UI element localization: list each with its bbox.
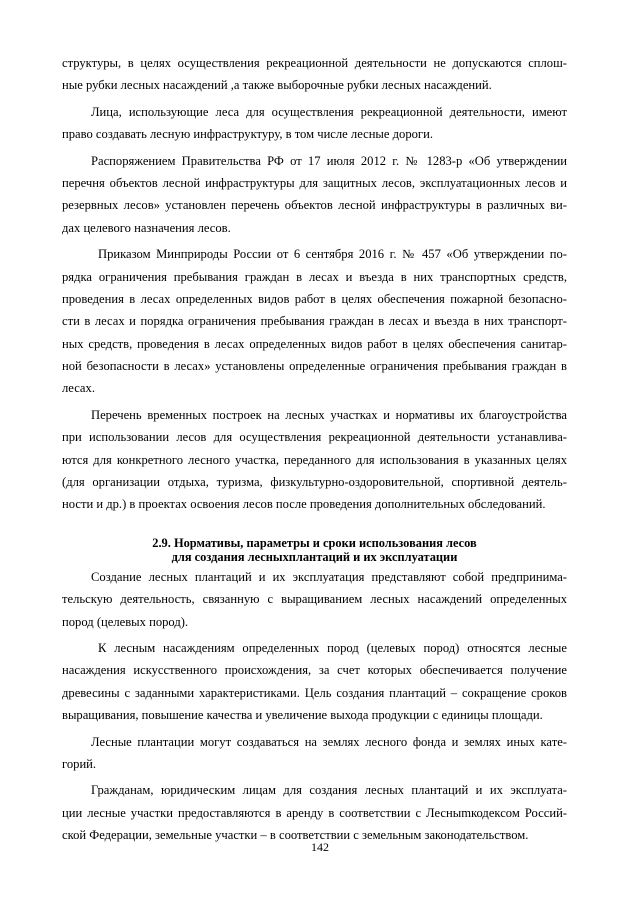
page-number: 142	[311, 840, 329, 854]
text-line: Перечень временных построек на лесных участках и нормативы их благоустройства	[91, 407, 567, 422]
paragraph-plantations-business	[62, 566, 567, 633]
text-line: резервных лесов» установлен перечень объектов лесной инфраструктуры в различных ви-	[62, 198, 567, 213]
paragraph-rubki	[62, 52, 567, 97]
text-line: перечня объектов лесной инфраструктуры для защитных лесов, эксплуатационных лесов и	[62, 175, 567, 190]
document-page	[62, 52, 567, 847]
text-line: ности и др.) в проектах освоения лесов после проведения дополнительных обследований.	[62, 497, 546, 512]
section-heading	[62, 536, 567, 564]
text-line: Распоряжением Правительства РФ от 17 июля 2012 г. № 1283-р «Об утверждении	[91, 153, 567, 168]
text-line: ных средств, проведения в лесах определенных видов работ в целях обеспечения санитар-	[62, 336, 567, 351]
text-line: выращивания, повышение качества и увеличение выхода продукции с единицы площади.	[62, 708, 543, 723]
text-line: древесины с заданными характеристиками. Цель создания плантаций – сокращение сроков	[62, 685, 567, 700]
paragraph-plantation-lands	[62, 731, 567, 776]
text-line: Гражданам, юридическим лицам для создания лесных плантаций и их эксплуата-	[91, 783, 567, 798]
text-line: К лесным насаждениям определенных пород (целевых пород) относятся лесные	[98, 640, 567, 655]
section-heading-line-1: 2.9. Нормативы, параметры и сроки использования лесов	[152, 535, 477, 550]
text-line: Создание лесных плантаций и их эксплуатация представляют собой предпринима-	[91, 569, 567, 584]
text-line: при использовании лесов для осуществления рекреационной деятельности устанавлива-	[62, 430, 567, 445]
paragraph-infrastructure-rights	[62, 101, 567, 146]
text-line: насаждения искусственного происхождения, за счет которых обеспечивается получение	[62, 663, 567, 678]
text-line: Лесные плантации могут создаваться на землях лесного фонда и землях иных кате-	[91, 734, 567, 749]
text-line: пород (целевых пород).	[62, 614, 189, 629]
text-line: сти в лесах и порядка ограничения пребывания граждан в лесах и въезда в них транспорт-	[62, 314, 567, 329]
text-line: (для организации отдыха, туризма, физкультурно-оздоровительной, спортивной деятель-	[62, 475, 567, 490]
text-line: ной безопасности в лесах» установлены определенные ограничения пребывания граждан в	[62, 359, 567, 374]
text-line: Лица, использующие леса для осуществления рекреационной деятельности, имеют	[91, 104, 567, 119]
text-line: лесах.	[62, 381, 95, 396]
section-heading-line-2: для создания лесныхплантаций и их эксплуатации	[171, 549, 458, 564]
text-line: дах целевого назначения лесов.	[62, 220, 231, 235]
text-line: ются для конкретного лесного участка, переданного для использования в указанных целях	[62, 452, 567, 467]
text-line: тельскую деятельность, связанную с выращиванием лесных насаждений определенных	[62, 592, 567, 607]
text-line: право создавать лесную инфраструктуру, в том числе лесные дороги.	[62, 127, 433, 142]
paragraph-temporary-buildings	[62, 404, 567, 516]
text-line: ные рубки лесных насаждений ,а также выборочные рубки лесных насаждений.	[62, 78, 492, 93]
text-line: ции лесные участки предоставляются в аренду в соответствии с Лесныmкодексом Россий-	[62, 805, 567, 820]
text-line: горий.	[62, 756, 97, 771]
paragraph-target-species	[62, 637, 567, 727]
text-line: структуры, в целях осуществления рекреационной деятельности не допускаются сплош-	[62, 56, 567, 70]
text-line: рядка ограничения пребывания граждан в лесах и въезда в них транспортных средств,	[62, 269, 567, 284]
text-line: проведения в лесах определенных видов работ в целях обеспечения пожарной безопасно-	[62, 291, 567, 306]
paragraph-government-order	[62, 150, 567, 240]
paragraph-ministry-order	[62, 243, 567, 400]
text-line: Приказом Минприроды России от 6 сентября 2016 г. № 457 «Об утверждении по-	[98, 247, 567, 262]
text-line: ской Федерации, земельные участки – в соответствии с земельным законодательством.	[62, 828, 529, 843]
paragraph-lease-rules	[62, 779, 567, 846]
